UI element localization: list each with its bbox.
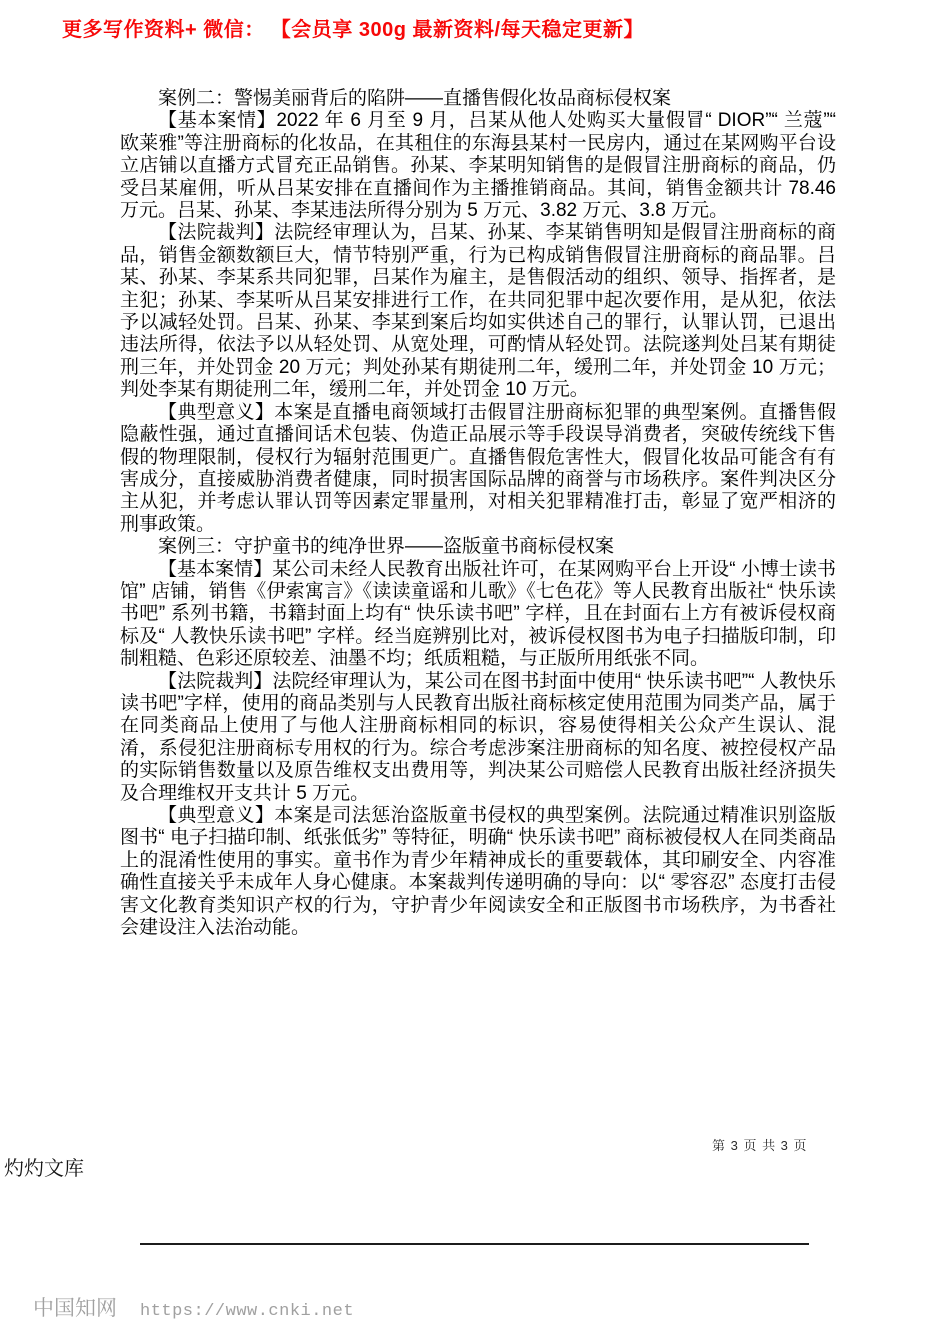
case2-basic-facts-paragraph: 【基本案情】2022 年 6 月至 9 月，吕某从他人处购买大量假冒“ DIOR”“ 兰蔻”“ 欧莱雅”等注册商标的化妆品，在其租住的东海县某村一民房内，通过在某网购平台设立店铺以直播方式冒充正品销售。孙某、李某明知销售的是假冒注册商标的商品，仍受吕某雇佣，听从吕某安排在直播间作为主播推销商品。其间，销售金额共计 78.46 万元。吕某、孙某、李某违法所得分别为 5 万元、3.82 万元、3.8 万元。: [120, 110, 836, 222]
case2-court-ruling-paragraph: 【法院裁判】法院经审理认为，吕某、孙某、李某销售明知是假冒注册商标的商品，销售金额数额巨大，情节特别严重，行为已构成销售假冒注册商标的商品罪。吕某、孙某、李某系共同犯罪，吕某作为雇主，是售假活动的组织、领导、指挥者，是主犯；孙某、李某听从吕某安排进行工作，在共同犯罪中起次要作用，是从犯，依法予以减轻处罚。吕某、孙某、李某到案后均如实供述自己的罪行，认罪认罚，已退出违法所得，依法予以从轻处罚、从宽处理，可酌情从轻处罚。法院遂判处吕某有期徒刑三年，并处罚金 20 万元；判处孙某有期徒刑二年，缓刑二年，并处罚金 10 万元；判处李某有期徒刑二年，缓刑二年，并处罚金 10 万元。: [120, 222, 836, 401]
document-body: [120, 88, 836, 939]
case3-heading: 案例三：守护童书的纯净世界——盗版童书商标侵权案: [158, 536, 615, 558]
cnki-url: https://www.cnki.net: [140, 1302, 355, 1321]
library-watermark: 灼灼文库: [4, 1158, 84, 1180]
case2-typical-significance-paragraph: 【典型意义】本案是直播电商领域打击假冒注册商标犯罪的典型案例。直播售假隐蔽性强，通过直播间话术包装、伪造正品展示等手段误导消费者，突破传统线下售假的物理限制，侵权行为辐射范围更广。直播售假危害性大，假冒化妆品可能含有有害成分，直接威胁消费者健康，同时损害国际品牌的商誉与市场秩序。案件判决区分主从犯，并考虑认罪认罚等因素定罪量刑，对相关犯罪精准打击，彰显了宽严相济的刑事政策。: [120, 401, 836, 535]
cnki-watermark: [33, 1292, 354, 1322]
promo-banner-text: 更多写作资料+ 微信： 【会员享 300g 最新资料/每天稳定更新】: [62, 19, 645, 41]
case3-basic-facts-paragraph: 【基本案情】某公司未经人民教育出版社许可，在某网购平台上开设“ 小博士读书馆” 店铺，销售《伊索寓言》《读读童谣和儿歌》《七色花》等人民教育出版社“ 快乐读书吧” 系列书籍，书籍封面上均有“ 快乐读书吧” 字样，且在封面右上方有被诉侵权商标及“ 人教快乐读书吧” 字样。经当庭辨别比对，被诉侵权图书为电子扫描版印制，印制粗糙、色彩还原较差、油墨不均；纸质粗糙，与正版所用纸张不同。: [120, 558, 836, 670]
case2-heading: 案例二：警惕美丽背后的陷阱——直播售假化妆品商标侵权案: [158, 88, 672, 109]
cnki-site-name: 中国知网: [33, 1296, 117, 1320]
page-number-indicator: 第 3 页 共 3 页: [712, 1138, 808, 1153]
footer-divider-line: [140, 1243, 809, 1245]
case3-typical-significance-paragraph: 【典型意义】本案是司法惩治盗版童书侵权的典型案例。法院通过精准识别盗版图书“ 电子扫描印制、纸张低劣” 等特征，明确“ 快乐读书吧” 商标被侵权人在同类商品上的混淆性使用的事实。童书作为青少年精神成长的重要载体，其印刷安全、内容准确性直接关乎未成年人身心健康。本案裁判传递明确的导向：以“ 零容忍” 态度打击侵害文化教育类知识产权的行为，守护青少年阅读安全和正版图书市场秩序，为书香社会建设注入法治动能。: [120, 805, 836, 939]
case3-court-ruling-paragraph: 【法院裁判】法院经审理认为，某公司在图书封面中使用“ 快乐读书吧”“ 人教快乐读书吧”字样，使用的商品类别与人民教育出版社商标核定使用范围为同类产品，属于在同类商品上使用了与他人注册商标相同的标识，容易使得相关公众产生误认、混淆，系侵犯注册商标专用权的行为。综合考虑涉案注册商标的知名度、被控侵权产品的实际销售数量以及原告维权支出费用等，判决某公司赔偿人民教育出版社经济损失及合理维权开支共计 5 万元。: [120, 670, 836, 804]
